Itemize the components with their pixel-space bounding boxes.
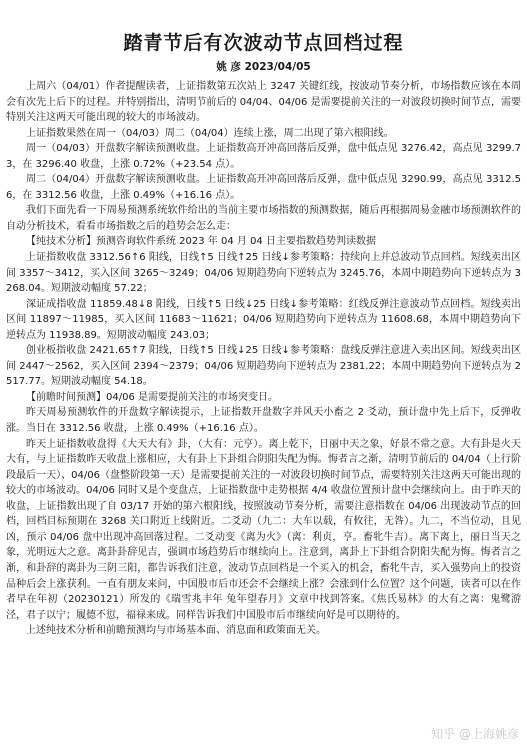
paragraph-rally-note: 上证指数果然在周一（04/03）周二（04/04）连续上涨，周二出现了第六根阳线。 <box>26 127 394 139</box>
paragraph-monday-close: 周一（04/03）开盘数字解读预测收盘。上证指数高开冲高回落后反弹，盘中低点见 3276.42，高点见 3299.73，在 3296.40 收盘，上涨 0.72%（+23.54 点）。 <box>6 143 521 170</box>
paragraph-disclaimer: 上述纯技术分析和前瞻预测均与市场基本面、消息面和政策面无关。 <box>26 625 326 637</box>
article-page <box>0 30 527 639</box>
paragraph-shenzhen-index: 深证成指收盘 11859.48↓8 阳线，日线↑5 日线↓25 日线↓参考策略：红线反弹注意波动节点回档。短线卖出区间 11897～11985，买入区间 11683～11621；04/06 短期趋势向下逆转点为 11608.68，本周中期趋势向下逆转点为 11938.89。短期波动幅度 243.03； <box>6 298 521 341</box>
paragraph-intro: 上周六（04/01）作者提醒读者，上证指数第五次站上 3247 关键红线，按波动节奏分析，市场指数应该在本周会有次先上后下的过程。并特别指出，清明节前后的 04/04、04/06 是需要提前关注的一对波段切换时间节点，需要特别关注这两天可能出现的较大的市场波动。 <box>6 81 521 124</box>
article-title: 踏青节后有次波动节点回档过程 <box>123 32 404 54</box>
paragraph-chinext-index: 创业板指收盘 2421.65↑7 阳线，日线↑5 日线↓25 日线↓参考策略：盘线反弹注意进入卖出区间。短线卖出区间 2447～2562，买入区间 2394～2379；04/06 短期趋势向下逆转点为 2381.22；本周中期趋势向下逆转点为 2517.77。短期波动幅度 54.18。 <box>6 345 521 388</box>
paragraph-tuesday-close: 周二（04/04）开盘数字解读预测收盘。上证指数高开冲高回落后反弹，盘中低点见 3290.99，高点见 3312.56，在 3312.56 收盘，上涨 0.49%（+16.16 点）。 <box>6 174 521 201</box>
zhihu-watermark: 知乎 @上海姚彦 <box>431 727 519 741</box>
paragraph-opening-reading: 昨天周易预测软件的开盘数字解读提示，上证指数开盘数字并风天小畜之 2 爻动，预计盘中先上后下，反弹收涨。当日在 3312.56 收盘，上涨 0.49%（+16.16 点）。 <box>6 407 521 435</box>
paragraph-software-intro: 我们下面先看一下周易预测系统软件给出的当前主要市场指数的预测数据，随后再根据周易金融市场预测软件的自动分析技术，看看市场指数之后的趋势会怎么走： <box>6 205 521 232</box>
author-date-line: 姚 彦 2023/04/05 <box>216 61 311 73</box>
paragraph-tech-analysis-header: 【纯技术分析】预测咨询软件系统 2023 年 04 月 04 日主要指数趋势判读数据 <box>26 236 376 248</box>
paragraph-hexagram-analysis: 昨天上证指数收盘得《大天大有》卦，（大有：元亨）。离上乾下，日丽中天之象，好景不常之意。大有卦是火天大有，与上证指数昨天收盘上涨相应，大有卦上下卦组合阴阳失配为悔。悔者言之渐，清明节前后的 04/04（上行阶段最后一天）、04/06（盘整阶段第一天）是需要提前关注的一对波段切换时间节点，需要特别关注这两天可能出现的较大的市场波动。04/06 同时又是个变盘点，上证指数盘中走势根据 4/4 收盘位置预计盘中会继续向上。由于昨天的收盘，上证指数出现了自 03/17 开始的第六根阳线，按照波动节奏分析，需要注意指数在 04/06 出现波动节点的回档，回档目标预期在 3268 关口附近上线附近。二爻动（九二：大车以载，有攸往，无咎）。九二，不当位动，且见凶，预示 04/06 盘中出现冲高回落过程。二爻动变《离为火》（离：利贞，亨。畜牝牛吉）。离下离上，丽日当天之象，光明远大之意。离卦卦辞见吉，强调市场趋势后市继续向上。注意到，离卦上下卦组合阴阳失配为悔。悔者言之渐，和卦辞的离卦为三阴三阳，都告诉我们注意，波动节点回档是一个买入的机会，畜牝牛吉，买入强势向上的投资品种后会上涨获利。一直有朋友来问，中国股市后市还会不会继续上涨？会涨到什么位置？这个问题，读者可以在作者早在年初（20230121）所发的《瑞雪兆丰年 兔年望春月》文章中找到答案。《焦氏易林》的大有之离：鬼鹭游泾，君子以宁；履德不愆，福禄来成。同样告诉我们中国股市后市继续向好是可以期待的。 <box>6 438 521 621</box>
paragraph-time-forecast-header: 【前瞻时间预测】04/06 是需要提前关注的市场突变日。 <box>26 391 278 403</box>
paragraph-shanghai-index: 上证指数收盘 3312.56↑6 阳线，日线↑5 日线↑25 日线↓参考策略：持续向上并总波动节点回档。短线卖出区间 3357～3412，买入区间 3265～3249；04/06 短期趋势向下逆转点为 3245.76，本周中期趋势向下逆转点为 3268.04。短期波动幅度 57.22； <box>6 252 521 295</box>
article-body <box>6 79 521 639</box>
